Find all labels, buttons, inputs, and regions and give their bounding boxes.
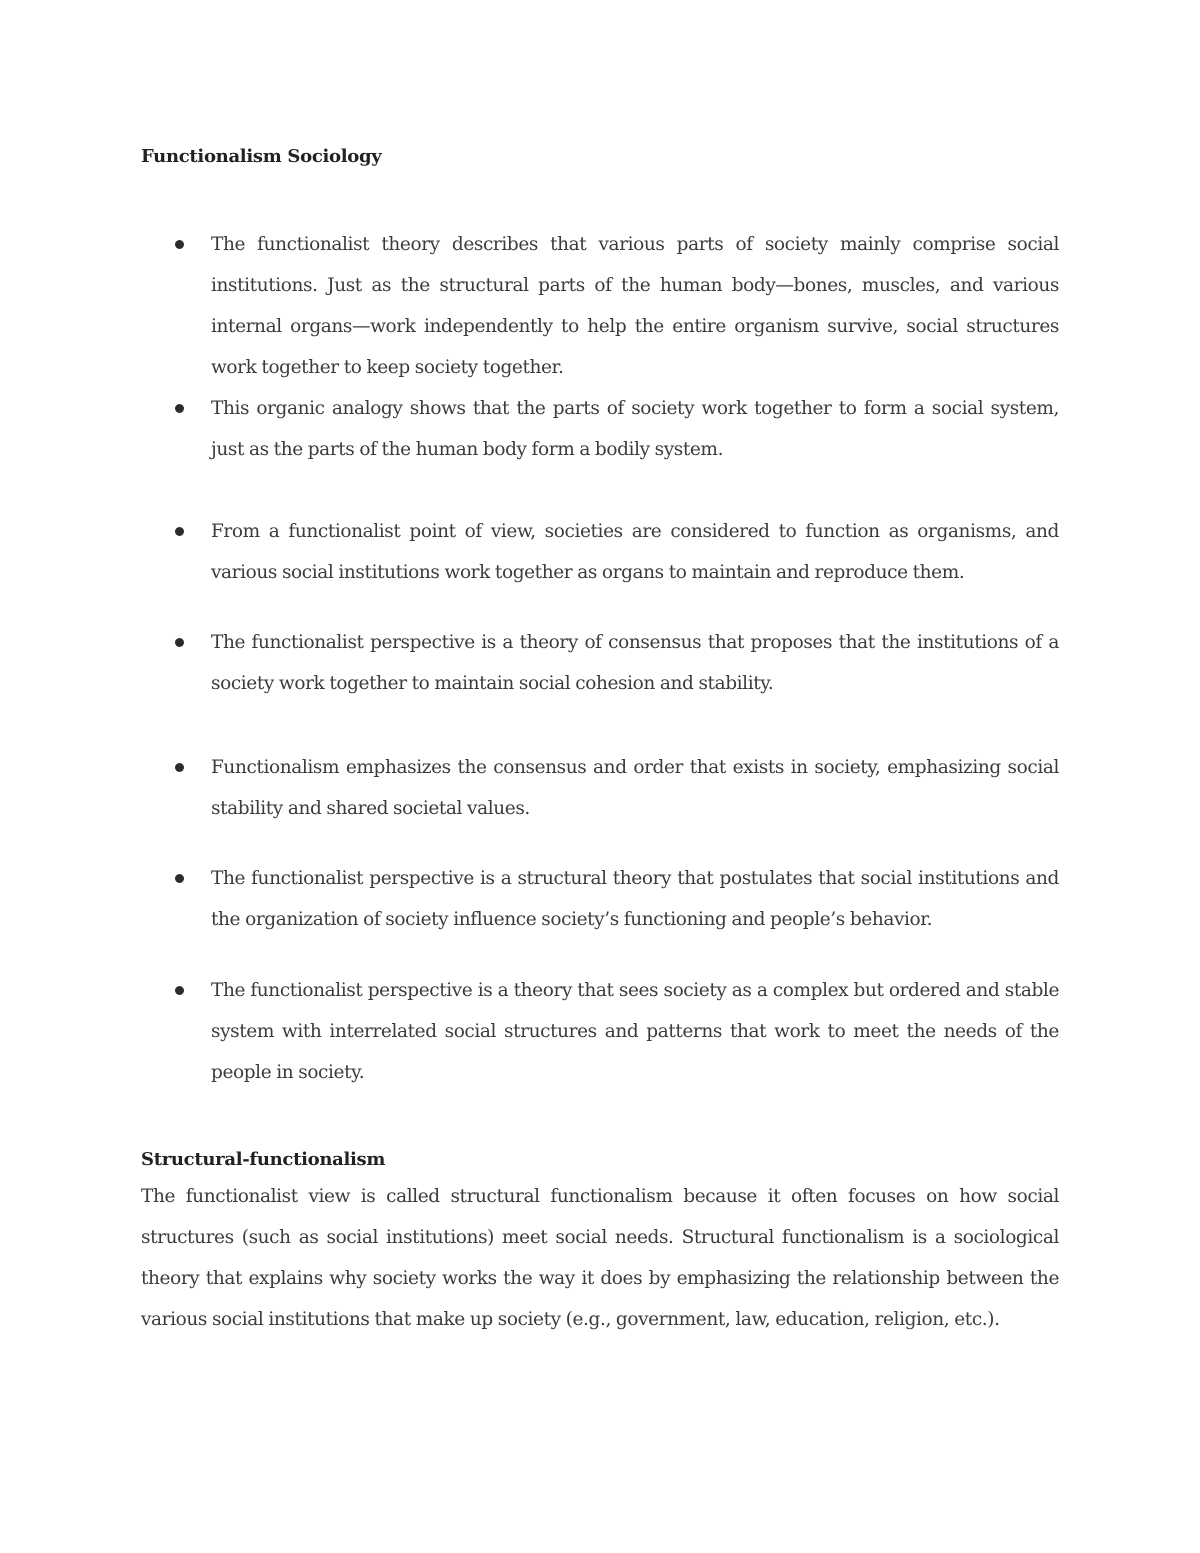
- bullet-item: [141, 858, 1059, 940]
- bullet-item: [141, 511, 1059, 593]
- bullet-list: [141, 224, 1059, 1093]
- bullet-item: [141, 970, 1059, 1093]
- bullet-dot-icon: [175, 986, 184, 995]
- bullet-text: The functionalist theory describes that various parts of society mainly comprise social institutions. Just as the structural parts of the human body—bones, muscles, and various internal organs—work independently to help the entire organism survive, social structures work together to keep society together.: [211, 234, 1059, 378]
- bullet-dot-icon: [175, 527, 184, 536]
- bullet-dot-icon: [175, 638, 184, 647]
- bullet-dot-icon: [175, 874, 184, 883]
- bullet-text: This organic analogy shows that the parts of society work together to form a social system, just as the parts of the human body form a bodily system.: [211, 398, 1059, 460]
- bullet-dot-icon: [175, 240, 184, 249]
- section-heading-structural-functionalism: Structural-functionalism: [141, 1149, 386, 1170]
- bullet-text: From a functionalist point of view, societies are considered to function as organisms, and various social institutions work together as organs to maintain and reproduce them.: [211, 521, 1059, 583]
- bullet-text: Functionalism emphasizes the consensus and order that exists in society, emphasizing social stability and shared societal values.: [211, 757, 1059, 819]
- body-paragraph: The functionalist view is called structural functionalism because it often focuses on how social structures (such as social institutions) meet social needs. Structural functionalism is a sociological theory that explains why society works the way it does by emphasizing the relationship between the various social institutions that make up society (e.g., government, law, education, religion, etc.).: [141, 1186, 1059, 1330]
- document-content: [141, 143, 1059, 1340]
- section-heading-functionalism-sociology: Functionalism Sociology: [141, 146, 382, 167]
- bullet-item: [141, 747, 1059, 829]
- bullet-dot-icon: [175, 763, 184, 772]
- bullet-text: The functionalist perspective is a theory that sees society as a complex but ordered and stable system with interrelated social structures and patterns that work to meet the needs of the people in society.: [211, 980, 1059, 1083]
- bullet-item: [141, 224, 1059, 388]
- bullet-dot-icon: [175, 404, 184, 413]
- bullet-item: [141, 622, 1059, 704]
- bullet-item: [141, 388, 1059, 470]
- bullet-text: The functionalist perspective is a structural theory that postulates that social institutions and the organization of society influence society’s functioning and people’s behavior.: [211, 868, 1059, 930]
- bullet-text: The functionalist perspective is a theory of consensus that proposes that the institutions of a society work together to maintain social cohesion and stability.: [211, 632, 1059, 694]
